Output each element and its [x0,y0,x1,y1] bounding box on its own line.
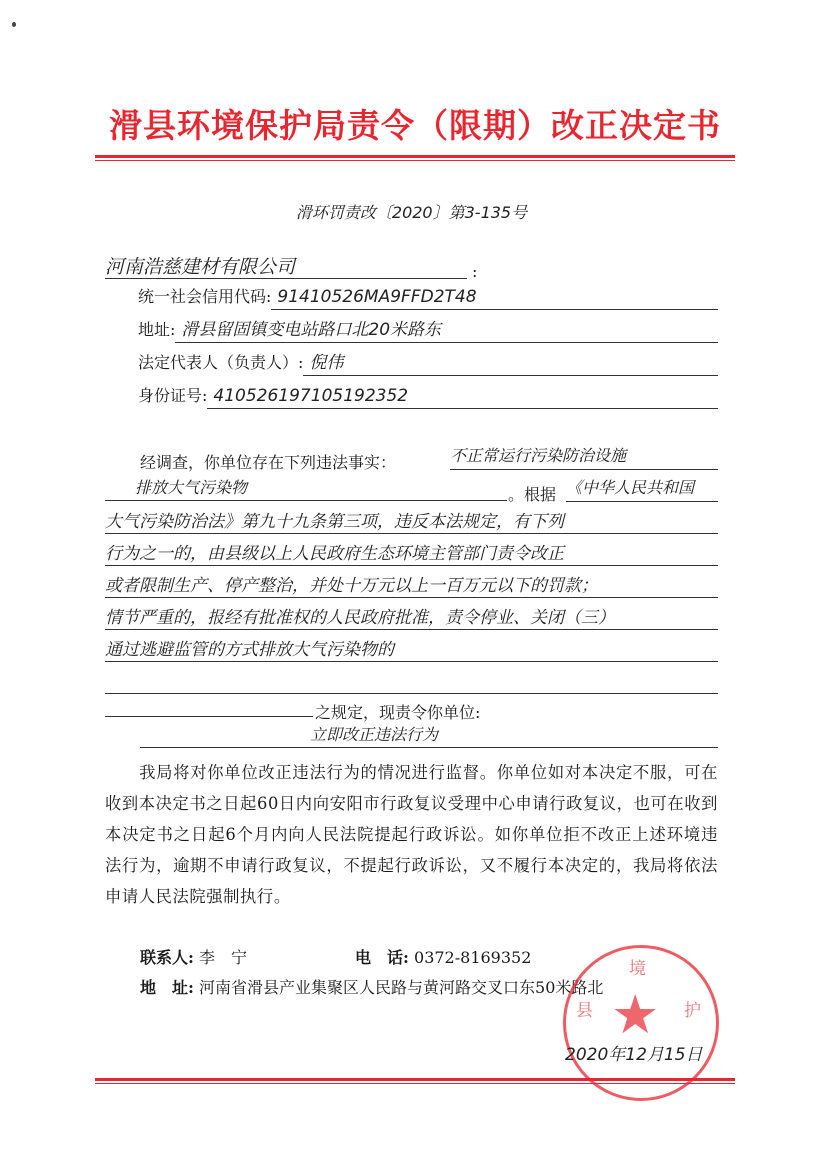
contact-address-value: 河南省滑县产业集聚区人民路与黄河路交叉口东50米路北 [199,978,604,997]
issue-date: 2020年12月15日 [565,1045,703,1065]
contact-address [140,975,603,998]
address-label: 地址: [138,320,176,339]
title-red-rule [95,155,735,161]
legal-rep-row [138,348,718,376]
contact-phone [355,945,531,968]
order-blank [105,690,313,717]
contact-person-value: 李 宁 [199,948,248,967]
credit-code-label: 统一社会信用代码: [138,287,272,306]
basis-line-5: 情节严重的，报经有批准权的人民政府批准，责令停业、关闭（三） [105,603,718,630]
contact-phone-value: 0372-8169352 [414,948,532,967]
order-value: 立即改正违法行为 [140,722,718,748]
scan-speck [12,22,16,27]
address-row [138,315,718,343]
notice-text: 我局将对你单位改正违法行为的情况进行监督。你单位如对本决定不服，可在收到本决定书之日起60日内向安阳市行政复议受理中心申请行政复议，也可在收到本决定书之日起6个月内向人民法院提起行政诉讼。如你单位拒不改正上述环境违法行为，逾期不申请行政复议，不提起行政诉讼，又不履行本决定的，我局将依法申请人民法院强制执行。 [105,763,718,906]
legal-rep-value: 倪伟 [303,348,718,376]
basis-line-6: 通过逃避监管的方式排放大气污染物的 [105,635,718,662]
fact-line-2: 排放大气污染物 [105,475,507,501]
id-number-label: 身份证号: [138,386,208,405]
legal-rep-label: 法定代表人（负责人）: [138,353,304,372]
order-label: 之规定，现责令你单位: [315,703,481,722]
id-number-row [138,381,718,409]
basis-line-3: 行为之一的，由县级以上人民政府生态环境主管部门责令改正 [105,539,718,566]
id-number-value: 410526197105192352 [207,386,718,409]
notice-paragraph [105,757,718,912]
seal-text-right: 护 [684,1001,701,1021]
credit-code-value: 91410526MA9FFD2T48 [271,287,718,310]
basis-line-1: 《中华人民共和国 [566,475,718,502]
basis-line-2: 大气污染防治法》第九十九条第三项，违反本法规定，有下列 [105,507,718,534]
contact-person [140,945,247,968]
recipient-colon: : [472,262,478,281]
findings-intro: 经调查，你单位存在下列违法事实： [140,453,397,472]
credit-code-row [138,282,718,310]
seal-star-icon: ★ [611,983,660,1046]
document-title: 滑县环境保护局责令（限期）改正决定书 [109,106,721,145]
contact-person-label: 联系人: [140,948,194,967]
document-number: 滑环罚责改〔2020〕第3-135号 [295,203,528,222]
footer-red-rule [95,1078,735,1084]
fact-line-1: 不正常运行污染防治设施 [450,443,718,470]
contact-address-label: 地 址: [140,978,194,997]
basis-label: 。根据 [508,485,557,504]
seal-text-left: 县 [576,1001,593,1021]
contact-phone-label: 电 话: [355,948,409,967]
seal-text-top: 境 [629,959,646,979]
recipient-company: 河南浩慈建材有限公司 [105,252,467,279]
address-value: 滑县留固镇变电站路口北20米路东 [175,315,718,343]
basis-line-4: 或者限制生产、停产整治，并处十万元以上一百万元以下的罚款； [105,571,718,598]
